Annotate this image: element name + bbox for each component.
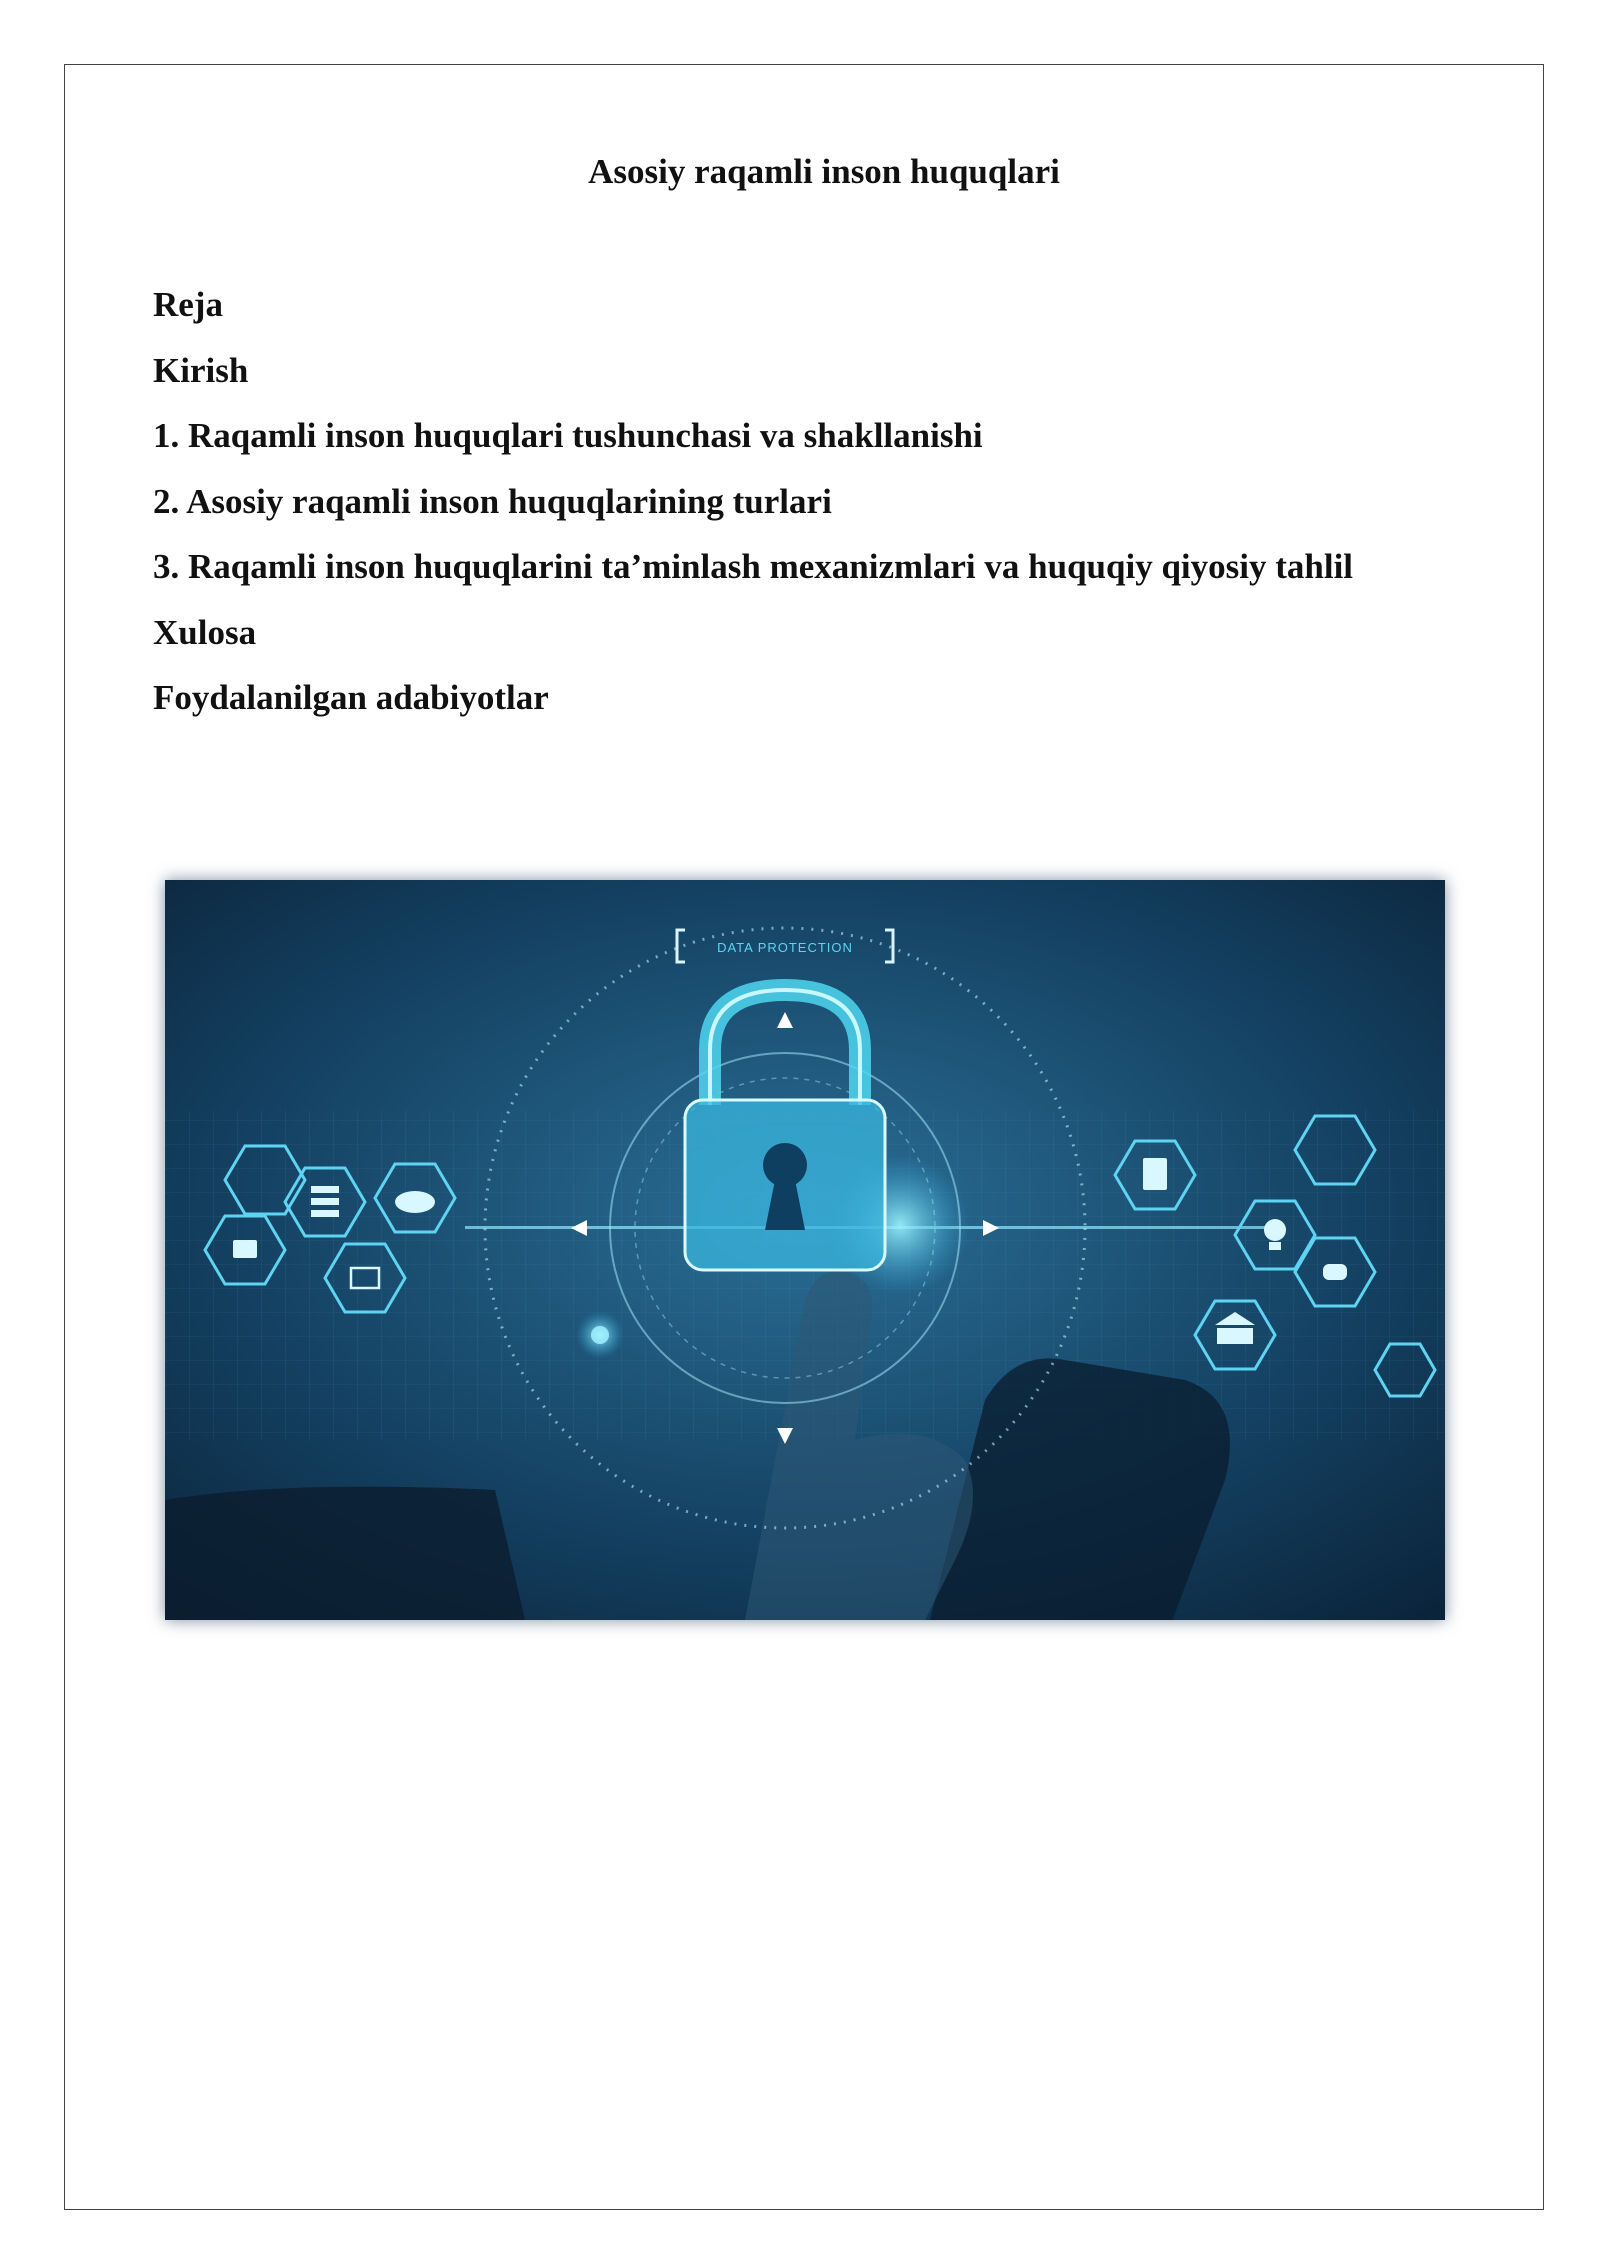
document-title: Asosiy raqamli inson huquqlari (588, 152, 1060, 191)
toc-item-xulosa: Xulosa (153, 612, 257, 652)
toc-item-adabiyotlar: Foydalanilgan adabiyotlar (153, 678, 549, 717)
toc-item-1: 1. Raqamli inson huquqlari tushunchasi va shakllanishi (153, 416, 983, 455)
toc-item-kirish: Kirish (153, 350, 249, 390)
data-protection-image (165, 880, 1445, 1620)
banner-text: DATA PROTECTION (717, 940, 853, 955)
table-of-contents (153, 280, 1353, 739)
toc-item-reja: Reja (153, 285, 223, 324)
toc-item-3: 3. Raqamli inson huquqlarini ta’minlash mexanizmlari va huquqiy qiyosiy tahlil (153, 547, 1354, 586)
toc-item-2: 2. Asosiy raqamli inson huquqlarining turlari (153, 481, 832, 521)
